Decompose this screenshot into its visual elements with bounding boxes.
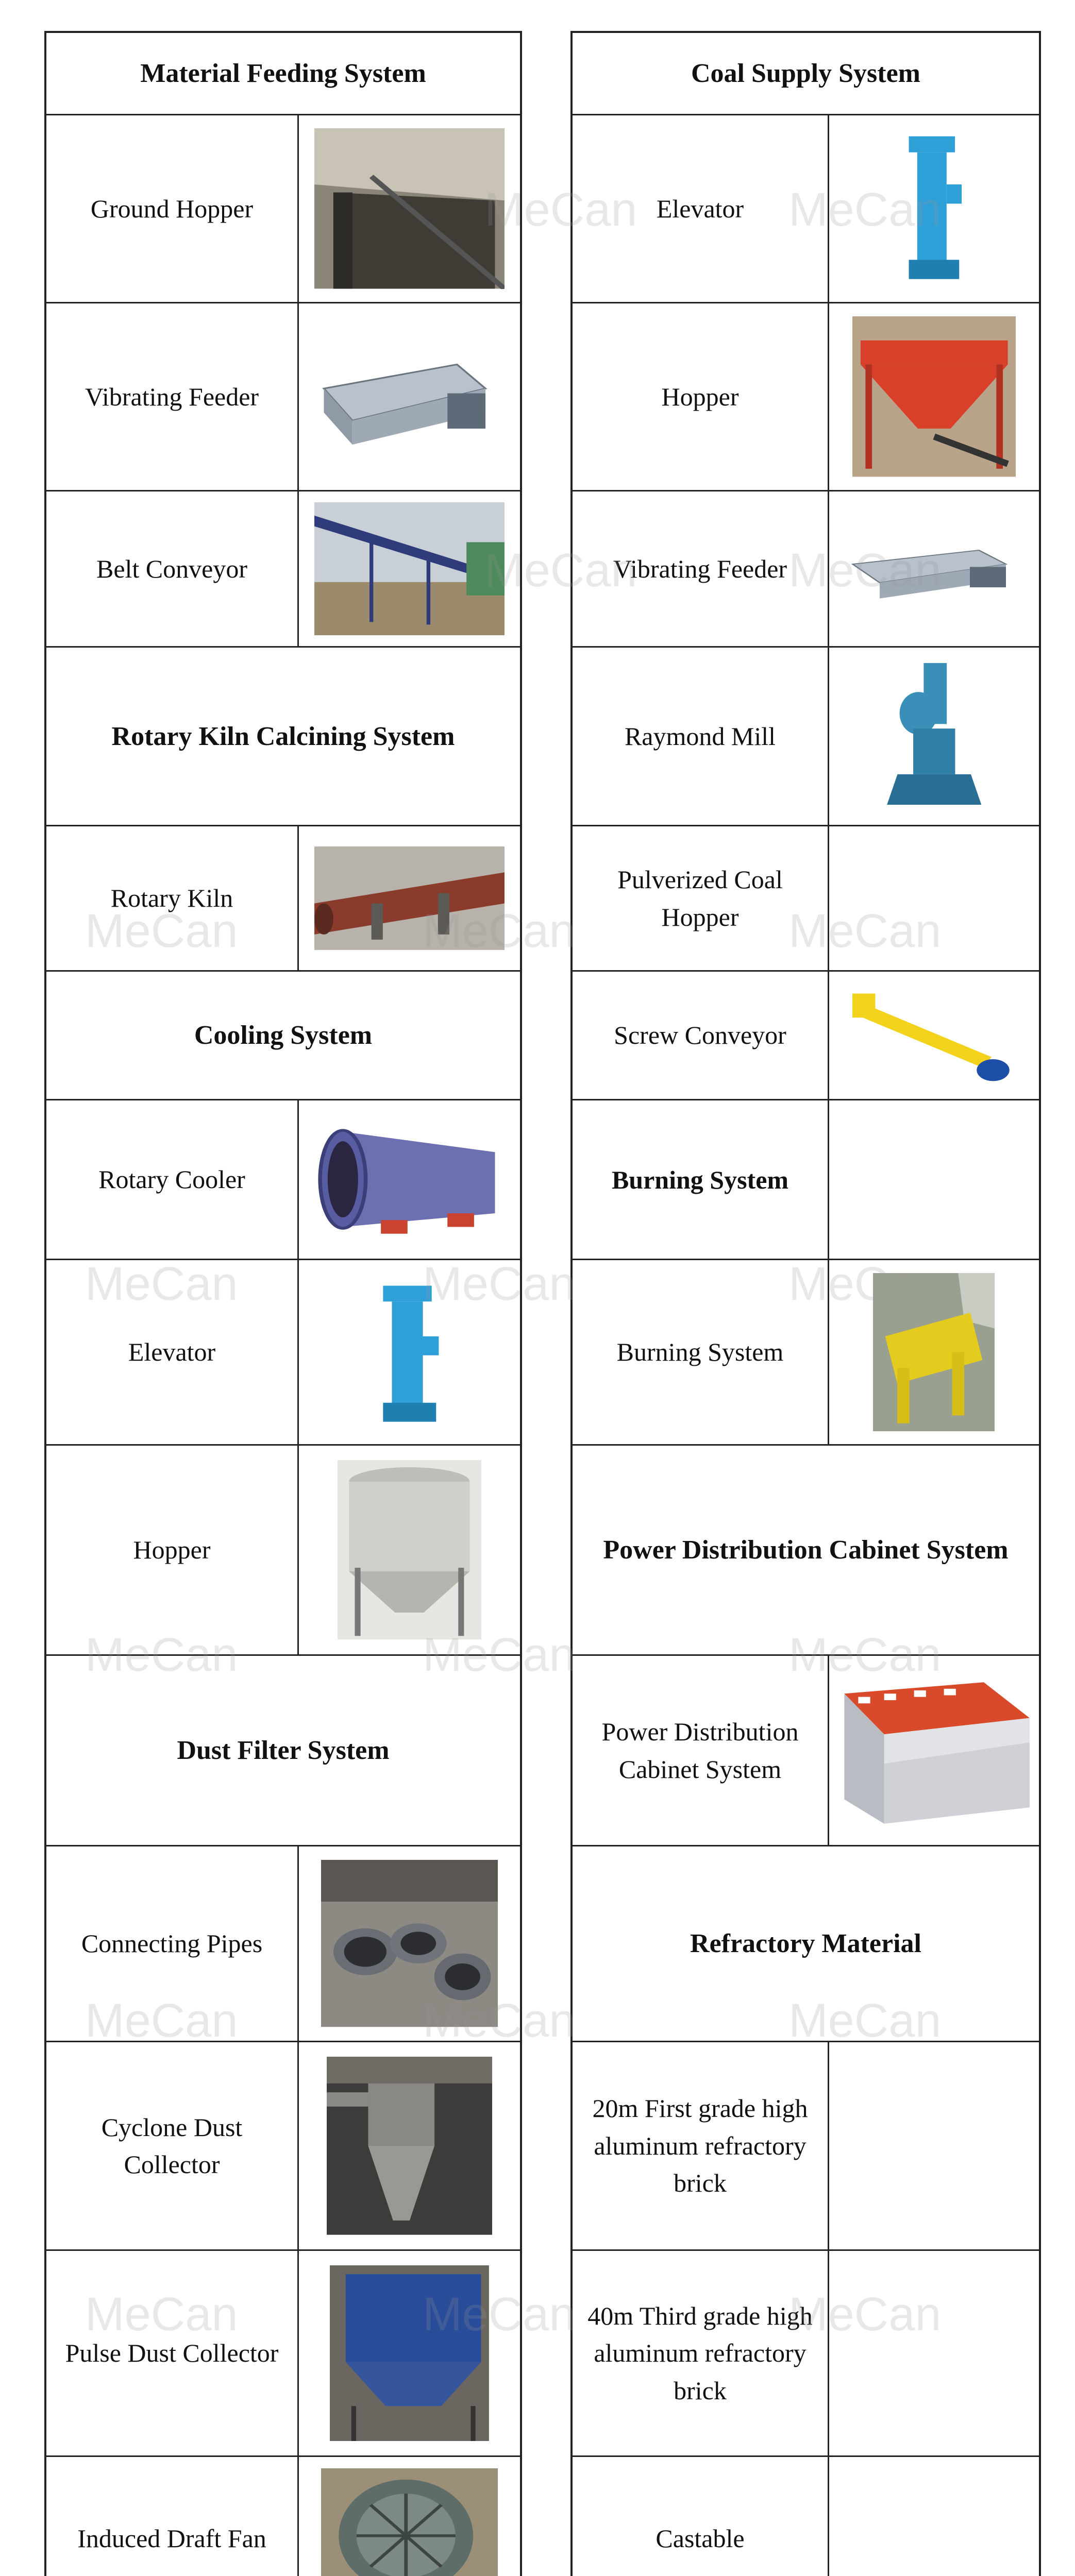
item-photo-brick-40m-empty — [829, 2251, 1039, 2457]
watermark: MeCan — [423, 905, 576, 957]
watermark: MeCan — [423, 1994, 576, 2047]
item-label-connecting-pipes: Connecting Pipes — [46, 1846, 299, 2042]
item-photo-castable-empty — [829, 2457, 1039, 2576]
item-label-screw-conveyor: Screw Conveyor — [573, 972, 829, 1100]
watermark: MeCan — [423, 1258, 576, 1310]
item-photo-pulse-dust-collector — [299, 2251, 520, 2457]
section-header-burning: Burning System — [573, 1100, 829, 1260]
item-label-belt-conveyor: Belt Conveyor — [46, 492, 299, 648]
item-label-brick-40m: 40m Third grade high aluminum refractory brick — [573, 2251, 829, 2457]
watermark: MeCan — [788, 544, 942, 597]
item-label-ground-hopper: Ground Hopper — [46, 115, 299, 303]
item-photo-power-distribution-cabinet — [829, 1656, 1039, 1846]
watermark: MeCan — [788, 1629, 942, 1681]
item-photo-vibrating-feeder-right — [829, 492, 1039, 648]
watermark: MeCan — [484, 544, 637, 597]
item-label-pulse-dust-collector: Pulse Dust Collector — [46, 2251, 299, 2457]
item-photo-brick-20m-empty — [829, 2042, 1039, 2251]
watermark: MeCan — [788, 183, 942, 236]
burning-header-empty-cell — [829, 1100, 1039, 1260]
item-label-cyclone-dust-collector: Cyclone Dust Collector — [46, 2042, 299, 2251]
item-photo-raymond-mill — [829, 648, 1039, 826]
watermark: MeCan — [85, 1994, 238, 2047]
item-label-power-distribution-cabinet: Power Distribution Cabinet System — [573, 1656, 829, 1846]
section-header-cooling: Cooling System — [46, 972, 520, 1100]
item-photo-hopper-right — [829, 303, 1039, 492]
item-label-rotary-kiln: Rotary Kiln — [46, 826, 299, 972]
watermark: MeCan — [788, 1994, 942, 2047]
item-photo-connecting-pipes — [299, 1846, 520, 2042]
section-header-material-feeding: Material Feeding System — [46, 33, 520, 115]
item-label-vibrating-feeder: Vibrating Feeder — [46, 303, 299, 492]
item-label-raymond-mill: Raymond Mill — [573, 648, 829, 826]
watermark: MeCan — [423, 2288, 576, 2341]
watermark: MeCan — [788, 1258, 942, 1310]
watermark: MeCan — [85, 1629, 238, 1681]
item-label-brick-20m: 20m First grade high aluminum refractory brick — [573, 2042, 829, 2251]
item-label-burning-system: Burning System — [573, 1260, 829, 1446]
item-label-castable: Castable — [573, 2457, 829, 2576]
watermark: MeCan — [788, 2288, 942, 2341]
item-photo-cyclone-dust-collector — [299, 2042, 520, 2251]
item-photo-ground-hopper — [299, 115, 520, 303]
watermark: MeCan — [85, 905, 238, 957]
watermark: MeCan — [423, 1629, 576, 1681]
item-label-induced-draft-fan: Induced Draft Fan — [46, 2457, 299, 2576]
item-photo-elevator-left — [299, 1260, 520, 1446]
section-header-coal-supply: Coal Supply System — [573, 33, 1039, 115]
item-photo-belt-conveyor — [299, 492, 520, 648]
item-label-hopper-right: Hopper — [573, 303, 829, 492]
equipment-table-right — [570, 31, 1041, 2576]
equipment-table-left — [44, 31, 522, 2576]
item-label-rotary-cooler: Rotary Cooler — [46, 1100, 299, 1260]
section-header-rotary-kiln-calcining: Rotary Kiln Calcining System — [46, 648, 520, 826]
item-photo-vibrating-feeder — [299, 303, 520, 492]
item-photo-rotary-cooler — [299, 1100, 520, 1260]
watermark: MeCan — [788, 905, 942, 957]
watermark: MeCan — [85, 1258, 238, 1310]
item-photo-rotary-kiln — [299, 826, 520, 972]
section-header-refractory-material: Refractory Material — [573, 1846, 1039, 2042]
item-photo-burning-system — [829, 1260, 1039, 1446]
section-header-dust-filter: Dust Filter System — [46, 1656, 520, 1846]
item-label-pulverized-coal-hopper: Pulverized Coal Hopper — [573, 826, 829, 972]
watermark: MeCan — [85, 2288, 238, 2341]
item-photo-pulverized-coal-hopper-empty — [829, 826, 1039, 972]
item-photo-induced-draft-fan — [299, 2457, 520, 2576]
item-label-elevator-left: Elevator — [46, 1260, 299, 1446]
item-label-hopper-left: Hopper — [46, 1446, 299, 1656]
section-header-power-distribution: Power Distribution Cabinet System — [573, 1446, 1039, 1656]
item-label-elevator-right: Elevator — [573, 115, 829, 303]
watermark: MeCan — [484, 183, 637, 236]
item-photo-screw-conveyor — [829, 972, 1039, 1100]
item-photo-elevator-right — [829, 115, 1039, 303]
item-photo-hopper-left — [299, 1446, 520, 1656]
item-label-vibrating-feeder-right: Vibrating Feeder — [573, 492, 829, 648]
